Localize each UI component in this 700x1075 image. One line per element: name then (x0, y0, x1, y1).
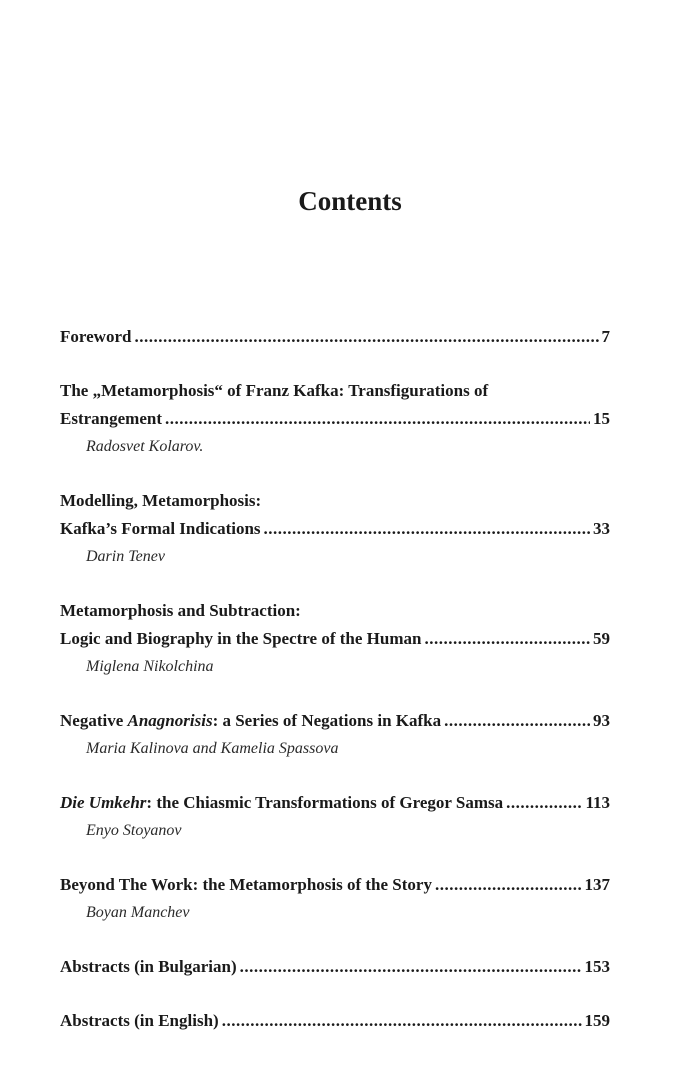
dot-leader (134, 323, 598, 351)
toc-entry-title (60, 789, 503, 817)
title-italic-part: Anagnorisis (127, 711, 213, 730)
toc-line (60, 323, 610, 351)
dot-leader (424, 625, 590, 653)
toc-entry-author: Boyan Manchev (86, 904, 190, 921)
toc-entry-author: Enyo Stoyanov (86, 822, 182, 839)
title-italic-part: Die Umkehr (60, 793, 147, 812)
toc-entry-author: Radosvet Kolarov. (86, 438, 204, 455)
toc-entry-kolarov (60, 377, 610, 461)
toc-line (60, 515, 610, 543)
toc-entry-abstracts-english (60, 1007, 610, 1035)
dot-leader (264, 515, 590, 543)
toc-line (60, 789, 610, 817)
toc-entry-stoyanov (60, 789, 610, 845)
toc-entry-title (60, 707, 441, 735)
dot-leader (240, 953, 582, 981)
dot-leader (165, 405, 590, 433)
toc-entry-kalinova-spassova (60, 707, 610, 763)
toc-line (60, 1007, 610, 1035)
toc-entry-title-line1: The „Metamorphosis“ of Franz Kafka: Transfigurations of (60, 381, 489, 400)
toc-entry-title: Foreword (60, 327, 132, 346)
toc-line (60, 953, 610, 981)
toc-entry-title: Beyond The Work: the Metamorphosis of the Story (60, 875, 432, 894)
toc-entry-nikolchina (60, 597, 610, 681)
toc-entry-title-line1: Modelling, Metamorphosis: (60, 491, 262, 510)
toc-entry-title-line1: Metamorphosis and Subtraction: (60, 601, 301, 620)
toc-page-number: 59 (593, 629, 610, 648)
toc-page-number: 137 (584, 875, 610, 894)
toc-entry-tenev (60, 487, 610, 571)
toc-entry-author: Darin Tenev (86, 548, 165, 565)
dot-leader (222, 1007, 582, 1035)
toc-entry-title-line2: Logic and Biography in the Spectre of the Human (60, 629, 422, 648)
toc-line (60, 707, 610, 735)
toc-page-number: 159 (584, 1011, 610, 1030)
toc-line (60, 625, 610, 653)
toc-page-number: 93 (593, 711, 610, 730)
title-part: : the Chiasmic Transformations of Gregor Samsa (146, 793, 504, 812)
toc-page-number: 7 (601, 327, 610, 346)
toc-entry-title-line2: Estrangement (60, 409, 162, 428)
title-part: : a Series of Negations in Kafka (212, 711, 442, 730)
toc-entry-author: Maria Kalinova and Kamelia Spassova (86, 740, 339, 757)
dot-leader (444, 707, 590, 735)
title-part: Negative (60, 711, 128, 730)
toc-page-number: 33 (593, 519, 610, 538)
toc-entry-foreword (60, 323, 610, 351)
toc-line (60, 871, 610, 899)
table-of-contents (60, 323, 610, 1061)
toc-line (60, 405, 610, 433)
toc-entry-title: Abstracts (in Bulgarian) (60, 957, 237, 976)
toc-entry-abstracts-bulgarian (60, 953, 610, 981)
toc-entry-title: Abstracts (in English) (60, 1011, 219, 1030)
toc-entry-author: Miglena Nikolchina (86, 658, 214, 675)
toc-page-number: 113 (585, 793, 610, 812)
dot-leader (435, 871, 582, 899)
page-title: Contents (298, 186, 402, 216)
toc-page-number: 15 (593, 409, 610, 428)
toc-entry-title-line2: Kafka’s Formal Indications (60, 519, 261, 538)
toc-entry-manchev (60, 871, 610, 927)
toc-page-number: 153 (584, 957, 610, 976)
dot-leader (506, 789, 582, 817)
